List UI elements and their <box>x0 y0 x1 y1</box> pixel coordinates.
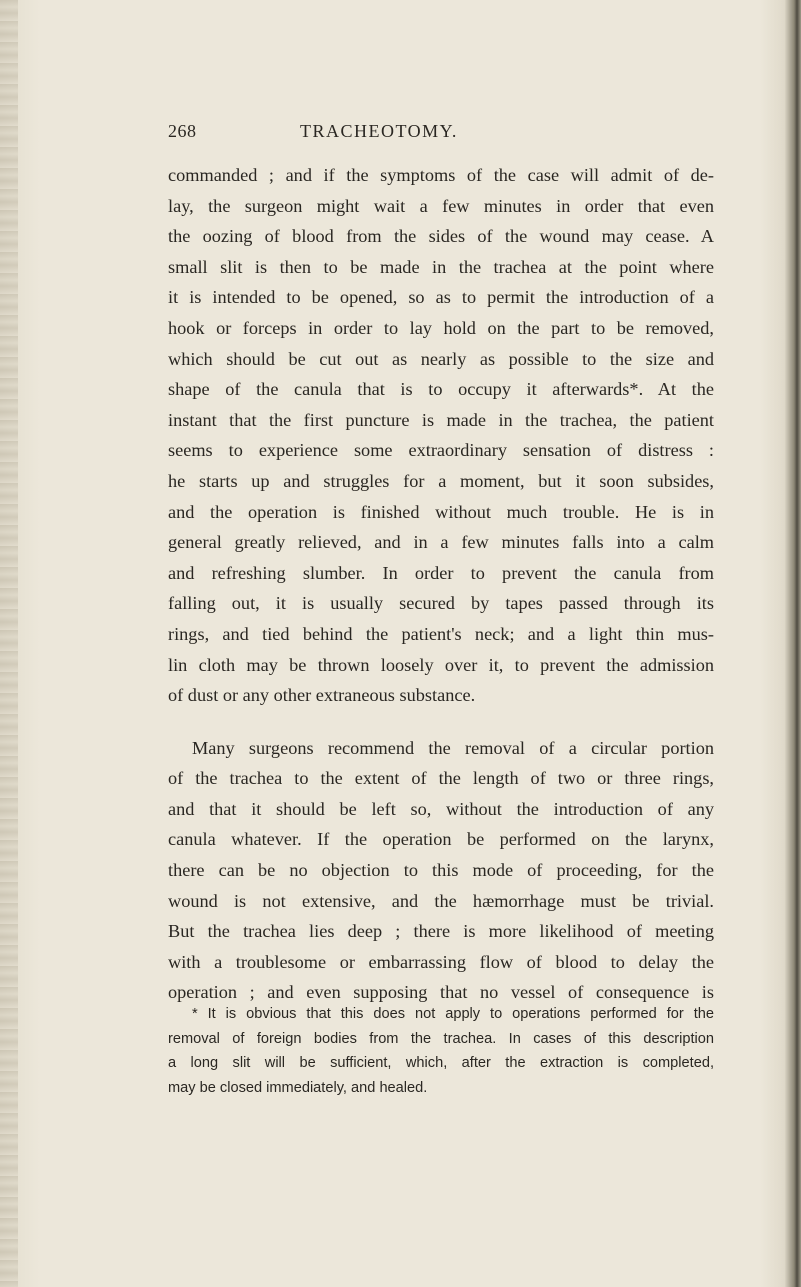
text-line: seems to experience some extraordinary sensation of distress : <box>168 440 714 461</box>
page-number: 268 <box>168 121 197 141</box>
text-line: and that it should be left so, without the introduction of any <box>168 798 714 819</box>
page-gutter-left <box>0 0 18 1287</box>
text-line: instant that the first puncture is made in the trachea, the patient <box>168 409 714 430</box>
text-line: and refreshing slumber. In order to prevent the canula from <box>168 562 714 583</box>
footnote <box>168 1002 714 1100</box>
text-line: wound is not extensive, and the hæmorrhage must be trivial. <box>168 890 714 911</box>
paragraph-1 <box>168 160 714 711</box>
text-line: rings, and tied behind the patient's neck; and a light thin mus- <box>168 623 714 644</box>
text-line: which should be cut out as nearly as possible to the size and <box>168 348 714 369</box>
text-line: lin cloth may be thrown loosely over it, to prevent the admission <box>168 654 714 675</box>
text-line: hook or forceps in order to lay hold on the part to be removed, <box>168 317 714 338</box>
page-edge-right <box>785 0 801 1287</box>
footnote-line: removal of foreign bodies from the trachea. In cases of this description <box>168 1030 714 1047</box>
paragraph-2 <box>168 733 714 1008</box>
footnote-line: * It is obvious that this does not apply to operations performed for the <box>192 1006 714 1022</box>
footnote-line: a long slit will be sufficient, which, after the extraction is completed, <box>168 1055 714 1071</box>
text-line: canula whatever. If the operation be performed on the larynx, <box>168 829 714 850</box>
text-line: there can be no objection to this mode of proceeding, for the <box>168 860 714 881</box>
text-line: Many surgeons recommend the removal of a circular portion <box>192 737 714 758</box>
text-line: general greatly relieved, and in a few minutes falls into a calm <box>168 532 714 553</box>
text-line: and the operation is finished without much trouble. He is in <box>168 501 714 522</box>
text-line: lay, the surgeon might wait a few minutes in order that even <box>168 195 714 216</box>
text-line: the oozing of blood from the sides of the wound may cease. A <box>168 226 714 247</box>
text-line: he starts up and struggles for a moment, but it soon subsides, <box>168 470 714 491</box>
text-line: commanded ; and if the symptoms of the case will admit of de- <box>168 165 714 185</box>
text-line: shape of the canula that is to occupy it afterwards*. At the <box>168 379 714 400</box>
running-title: TRACHEOTOMY. <box>300 121 458 141</box>
text-line: falling out, it is usually secured by tapes passed through its <box>168 593 714 614</box>
paragraph-spacer <box>168 711 714 733</box>
text-line: operation ; and even supposing that no vessel of consequence is <box>168 982 714 1003</box>
text-line: small slit is then to be made in the trachea at the point where <box>168 256 714 277</box>
text-line: it is intended to be opened, so as to permit the introduction of a <box>168 287 714 308</box>
text-line: of the trachea to the extent of the length of two or three rings, <box>168 768 714 789</box>
footnote-line: may be closed immediately, and healed. <box>168 1079 428 1096</box>
running-header <box>168 121 728 147</box>
text-line: But the trachea lies deep ; there is more likelihood of meeting <box>168 921 714 942</box>
text-line: with a troublesome or embarrassing flow of blood to delay the <box>168 951 714 972</box>
body-text <box>168 160 714 1008</box>
text-line: of dust or any other extraneous substance. <box>168 685 476 706</box>
